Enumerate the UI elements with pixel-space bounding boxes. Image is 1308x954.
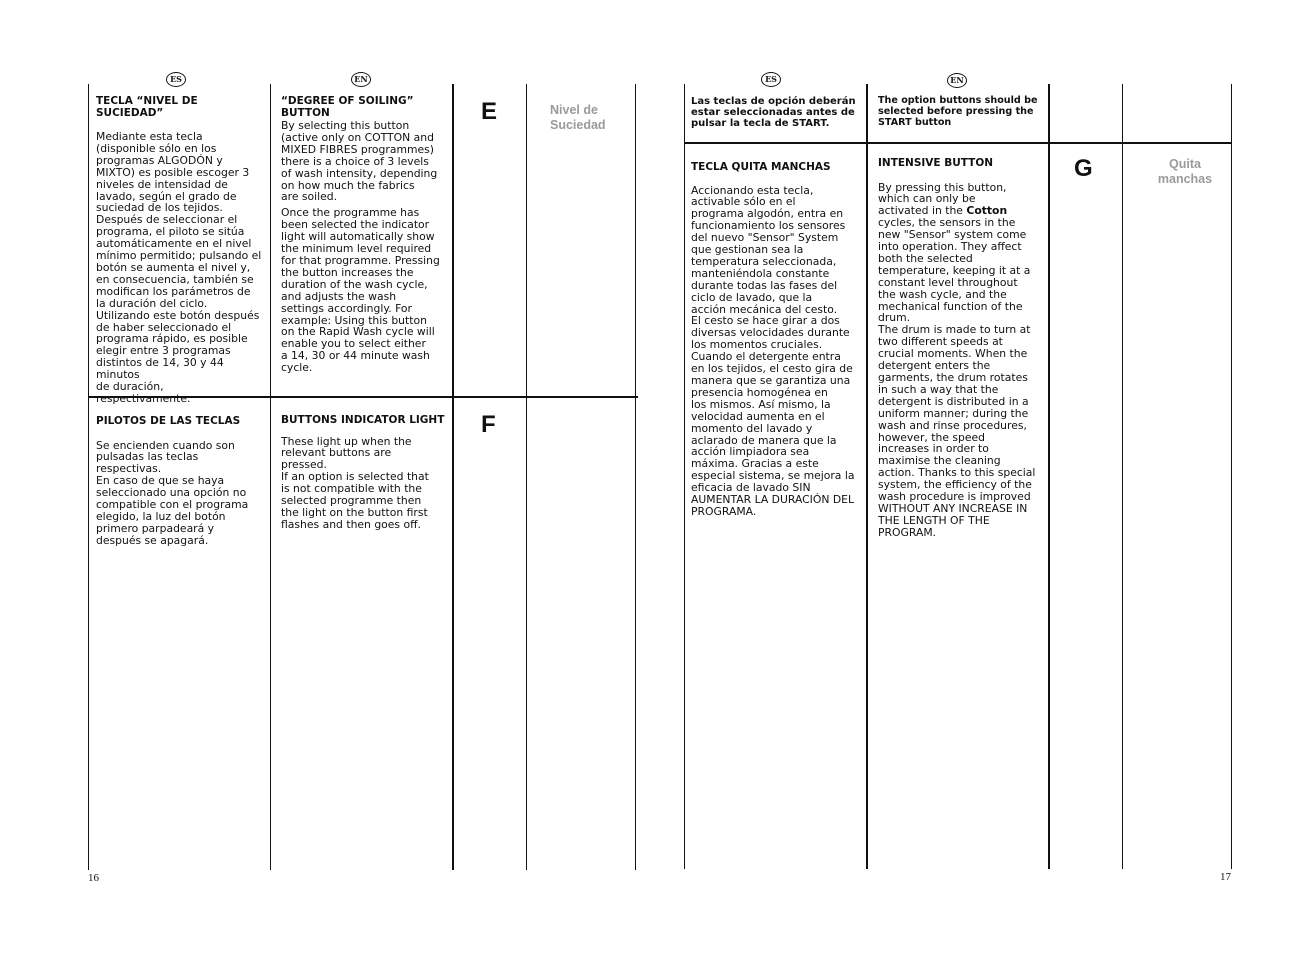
lang-badge-es: ES	[166, 72, 186, 87]
section-e-es-title: TECLA “NIVEL DE SUCIEDAD”	[96, 95, 198, 119]
section-g-en-body-bold: Cotton	[966, 204, 1008, 218]
section-g-en-title: INTENSIVE BUTTON	[878, 157, 994, 169]
section-g-en-body	[878, 182, 1046, 539]
section-e-en	[281, 96, 449, 378]
section-g-en	[878, 158, 1046, 543]
section-g-en-body-post: cycles, the sensors in the new "Sensor" system come into operation. They affect both the selected temperature, keeping it at a constant level throughout the wash cycle, and the mechanical function of the drum. The drum is made to turn at two different speeds at crucial moments. When the detergent enters the garments, the drum rotates in such a way that the detergent is distributed in a uniform manner; during the wash and rinse procedures, however, the speed increases in order to maximise the cleaning action. Thanks to this special system, the efficiency of the wash procedure is improved WITHOUT ANY INCREASE IN THE LENGTH OF THE PROGRAM.	[878, 216, 1036, 539]
option-note-es-text: Las teclas de opción deberán estar seleccionadas antes de pulsar la tecla de START.	[691, 96, 856, 129]
lang-badge-en: EN	[351, 72, 371, 87]
column-divider	[684, 84, 685, 869]
page-number: 16	[88, 872, 99, 884]
section-g-es-title: TECLA QUITA MANCHAS	[691, 161, 831, 173]
section-f-en-title: BUTTONS INDICATOR LIGHT	[281, 414, 445, 426]
section-letter-f: F	[481, 411, 496, 438]
section-letter-g: G	[1074, 155, 1093, 182]
section-e-en-title: “DEGREE OF SOILING” BUTTON	[281, 95, 414, 119]
section-f-en	[281, 415, 449, 535]
column-divider	[270, 84, 271, 870]
section-g-side-label: Quita manchas	[1157, 157, 1213, 186]
column-divider	[1048, 84, 1050, 869]
section-e-en-body-2: Once the programme has been selected the indicator light will automatically show the minimum level required for that programme. Pressing the button increases the duration of the wash cycle, and adjusts the wash settings accordingly. For example: Using this button on the Rapid Wash cycle will enable you to select either a 14, 30 or 44 minute wash cycle.	[281, 206, 440, 375]
column-divider	[635, 84, 636, 870]
column-divider	[866, 84, 868, 869]
column-divider	[1122, 84, 1123, 869]
section-g-es-body: Accionando esta tecla, activable sólo en el programa algodón, entra en funcionamiento los sensores del nuevo "Sensor" System que gestionan sea la temperatura seleccionada, manteniéndola constante durante todas las fases del ciclo de lavado, que la acción mecánica del cesto. El cesto se hace girar a dos diversas velocidades durante los momentos cruciales. Cuando el detergente entra en los tejidos, el cesto gira de manera que se garantiza una presencia homogénea en los mismos. Así mismo, la velocidad aumenta en el momento del lavado y aclarado de manera que la acción limpiadora sea máxima. Gracias a este especial sistema, se mejora la eficacia de lavado SIN AUMENTAR LA DURACIÓN DEL PROGRAMA.	[691, 183, 855, 518]
section-g-en-body-pre: By pressing this button, which can only be activated in the	[878, 180, 1007, 218]
column-divider	[526, 84, 527, 870]
section-e-side-label: Nivel de Suciedad	[550, 103, 606, 132]
lang-badge-en: EN	[947, 73, 967, 88]
section-f-en-body: These light up when the relevant buttons are pressed. If an option is selected that is not compatible with the selected programme then the light on the button first flashes and then goes off.	[281, 434, 429, 531]
column-divider	[1231, 84, 1232, 869]
section-e-es	[96, 96, 268, 409]
column-divider	[452, 84, 454, 870]
option-note-en	[878, 96, 1046, 128]
section-g-es	[691, 162, 863, 522]
section-f-es-title: PILOTOS DE LAS TECLAS	[96, 415, 241, 427]
section-letter-e: E	[481, 98, 498, 125]
section-e-es-body: Mediante esta tecla (disponible sólo en los programas ALGODÓN y MIXTO) es posible escoger 3 niveles de intensidad de lavado, según el grado de suciedad de los tejidos. Después de seleccionar el programa, el piloto se sitúa automáticamente en el nivel mínimo permitido; pulsando el botón se aumenta el nivel y, en consecuencia, también se modifican los parámetros de la duración del ciclo. Utilizando este botón después de haber seleccionado el programa rápido, es posible elegir entre 3 programas distintos de 14, 30 y 44 minutos de duración, respectivamente.	[96, 130, 262, 405]
option-note-en-text: The option buttons should be selected before pressing the START button	[878, 95, 1038, 128]
option-note-es	[691, 96, 863, 129]
section-e-en-body-1: By selecting this button (active only on COTTON and MIXED FIBRES programmes) there is a choice of 3 levels of wash intensity, depending on how much the fabrics are soiled.	[281, 119, 438, 204]
section-f-es	[96, 416, 268, 551]
section-f-es-body: Se encienden cuando son pulsadas las teclas respectivas. En caso de que se haya seleccionado una opción no compatible con el programa elegido, la luz del botón primero parpadeará y después se apagará.	[96, 438, 249, 547]
column-divider	[88, 84, 89, 870]
page-number: 17	[1220, 871, 1231, 883]
row-divider	[684, 142, 1232, 144]
lang-badge-es: ES	[761, 72, 781, 87]
